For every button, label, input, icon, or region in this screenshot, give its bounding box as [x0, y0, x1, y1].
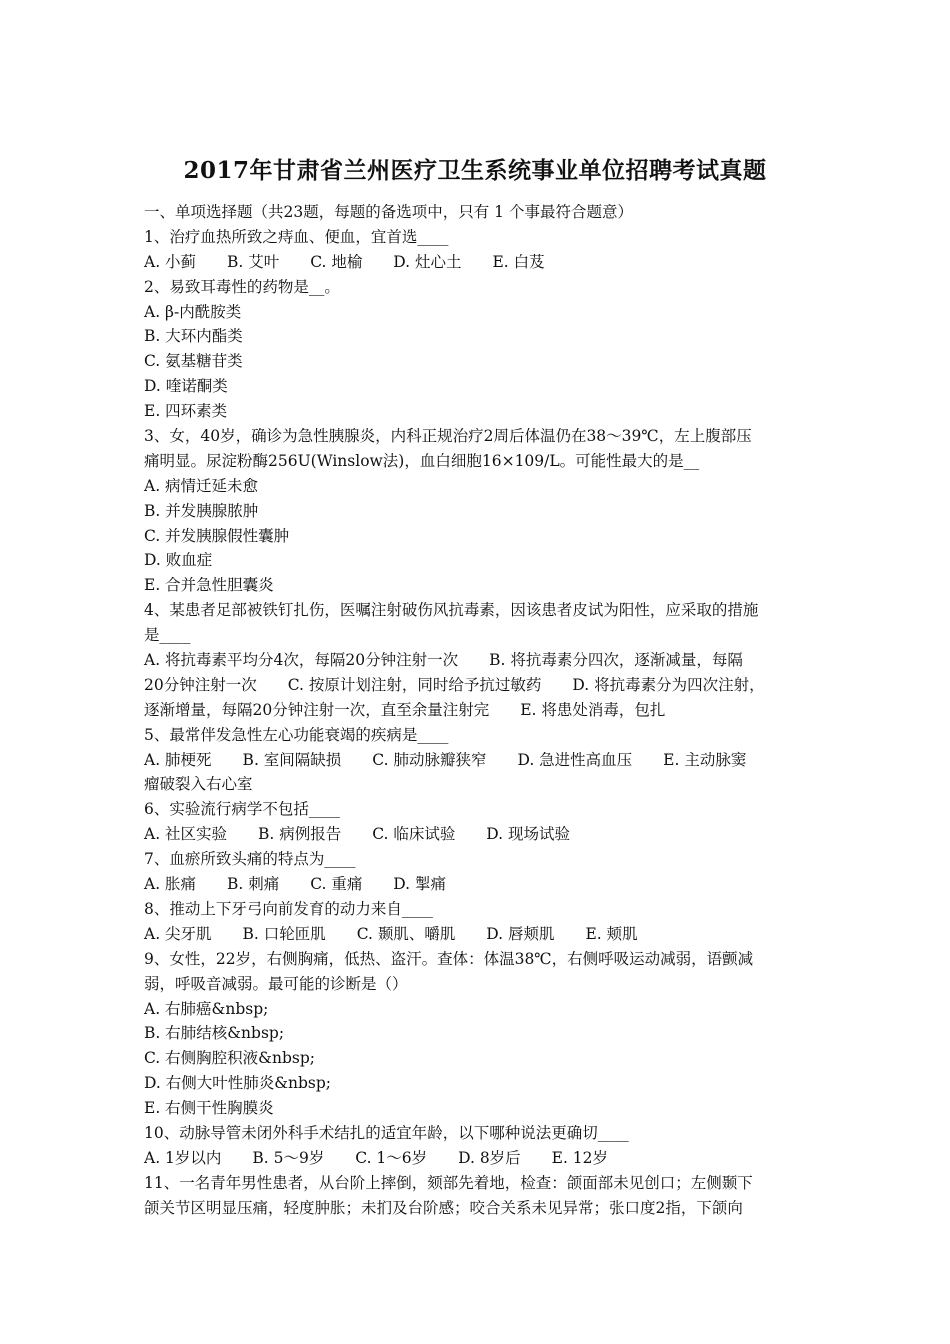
question-6-options [144, 822, 814, 847]
option: B. 口轮匝肌 [242, 924, 326, 943]
question-4-options-cont: 逐渐增量，每隔20分钟注射一次，直至余量注射完 E. 将患处消毒，包扎 [144, 700, 666, 719]
option: B. 并发胰腺脓肿 [144, 501, 259, 520]
option: C. 颞肌、嚼肌 [356, 924, 456, 943]
option: D. 掣痛 [393, 875, 447, 894]
question-1-stem: 1、治疗血热所致之痔血、便血，宜首选____ [144, 227, 449, 246]
option: A. 胀痛 [144, 875, 197, 894]
question-1-options [144, 250, 814, 275]
question-7-options [144, 872, 814, 897]
option: B. 刺痛 [227, 875, 280, 894]
option: E. 四环素类 [144, 402, 228, 421]
question-6-stem: 6、实验流行病学不包括____ [144, 800, 340, 819]
question-5-stem: 5、最常伴发急性左心功能衰竭的疾病是____ [144, 725, 449, 744]
question-10-stem: 10、动脉导管未闭外科手术结扎的适宜年龄，以下哪种说法更确切____ [144, 1123, 629, 1142]
option: C. 并发胰腺假性囊肿 [144, 526, 290, 545]
question-7-stem: 7、血瘀所致头痛的特点为____ [144, 850, 356, 869]
option: D. 喹诺酮类 [144, 377, 228, 396]
option: E. 右侧干性胸膜炎 [144, 1099, 274, 1118]
option: A. 小蓟 [144, 252, 197, 271]
option: D. 现场试验 [486, 825, 571, 844]
question-4-stem: 4、某患者足部被铁钉扎伤，医嘱注射破伤风抗毒素，因该患者皮试为阳性，应采取的措施 [144, 601, 759, 620]
question-11-stem-cont: 颌关节区明显压痛，轻度肿胀；未扪及台阶感；咬合关系未见异常；张口度2指，下颌向 [144, 1198, 743, 1217]
question-3-stem: 3、女，40岁，确诊为急性胰腺炎，内科正规治疗2周后体温仍在38～39℃，左上腹部压 [144, 427, 752, 446]
question-5-options: A. 肺梗死 B. 室间隔缺损 C. 肺动脉瓣狭窄 D. 急进性高血压 E. 主动脉窦 [144, 750, 747, 769]
option: D. 唇颊肌 [486, 924, 555, 943]
option: D. 败血症 [144, 551, 213, 570]
option: A. 病情迁延未愈 [144, 476, 259, 495]
option: E. 颊肌 [585, 924, 638, 943]
question-8-stem: 8、推动上下牙弓向前发育的动力来自____ [144, 899, 433, 918]
question-2-stem: 2、易致耳毒性的药物是__。 [144, 277, 340, 296]
section-heading: 一、单项选择题（共23题，每题的备选项中，只有 1 个事最符合题意） [144, 203, 633, 221]
document-title: 2017年甘肃省兰州医疗卫生系统事业单位招聘考试真题 [183, 157, 767, 184]
option: B. 5～9岁 [252, 1148, 325, 1167]
option: D. 右侧大叶性肺炎&nbsp; [144, 1074, 332, 1093]
question-9-stem-cont: 弱，呼吸音减弱。最可能的诊断是（） [144, 974, 408, 993]
option: A. 1岁以内 [144, 1148, 222, 1167]
option: C. 1～6岁 [355, 1148, 428, 1167]
option: E. 合并急性胆囊炎 [144, 576, 274, 595]
question-4-stem-cont: 是____ [144, 626, 191, 645]
option: D. 灶心土 [393, 252, 462, 271]
option: A. 社区实验 [144, 825, 228, 844]
option: C. 氨基糖苷类 [144, 352, 243, 371]
question-4-options: A. 将抗毒素平均分4次，每隔20分钟注射一次 B. 将抗毒素分四次，逐渐减量，每隔 [144, 651, 743, 670]
question-3-stem-cont: 痛明显。尿淀粉酶256U(Winslow法)，血白细胞16×109/L。可能性最大的是__ [144, 451, 700, 470]
option: B. 艾叶 [227, 252, 280, 271]
option: A. 尖牙肌 [144, 924, 212, 943]
option: C. 右侧胸腔积液&nbsp; [144, 1049, 315, 1068]
question-10-options [144, 1146, 814, 1171]
option: A. β-内酰胺类 [144, 302, 242, 321]
option: E. 白芨 [492, 252, 545, 271]
option: B. 右肺结核&nbsp; [144, 1024, 285, 1043]
option: B. 病例报告 [258, 825, 342, 844]
option: C. 临床试验 [372, 825, 456, 844]
option: C. 重痛 [310, 875, 363, 894]
option: D. 8岁后 [458, 1148, 521, 1167]
question-list [144, 200, 814, 1221]
option: C. 地榆 [310, 252, 363, 271]
question-11-stem: 11、一名青年男性患者，从台阶上摔倒，颏部先着地，检查：颌面部未见创口；左侧颞下 [144, 1173, 753, 1192]
option: E. 12岁 [551, 1148, 609, 1167]
option: A. 右肺癌&nbsp; [144, 999, 269, 1018]
question-5-options-cont: 瘤破裂入右心室 [144, 775, 253, 794]
question-8-options [144, 922, 814, 947]
option: B. 大环内酯类 [144, 327, 243, 346]
question-9-stem: 9、女性，22岁，右侧胸痛，低热、盗汗。查体：体温38℃，右侧呼吸运动减弱，语颤减 [144, 949, 754, 968]
question-4-options-cont: 20分钟注射一次 C. 按原计划注射，同时给予抗过敏药 D. 将抗毒素分为四次注射， [144, 675, 765, 694]
